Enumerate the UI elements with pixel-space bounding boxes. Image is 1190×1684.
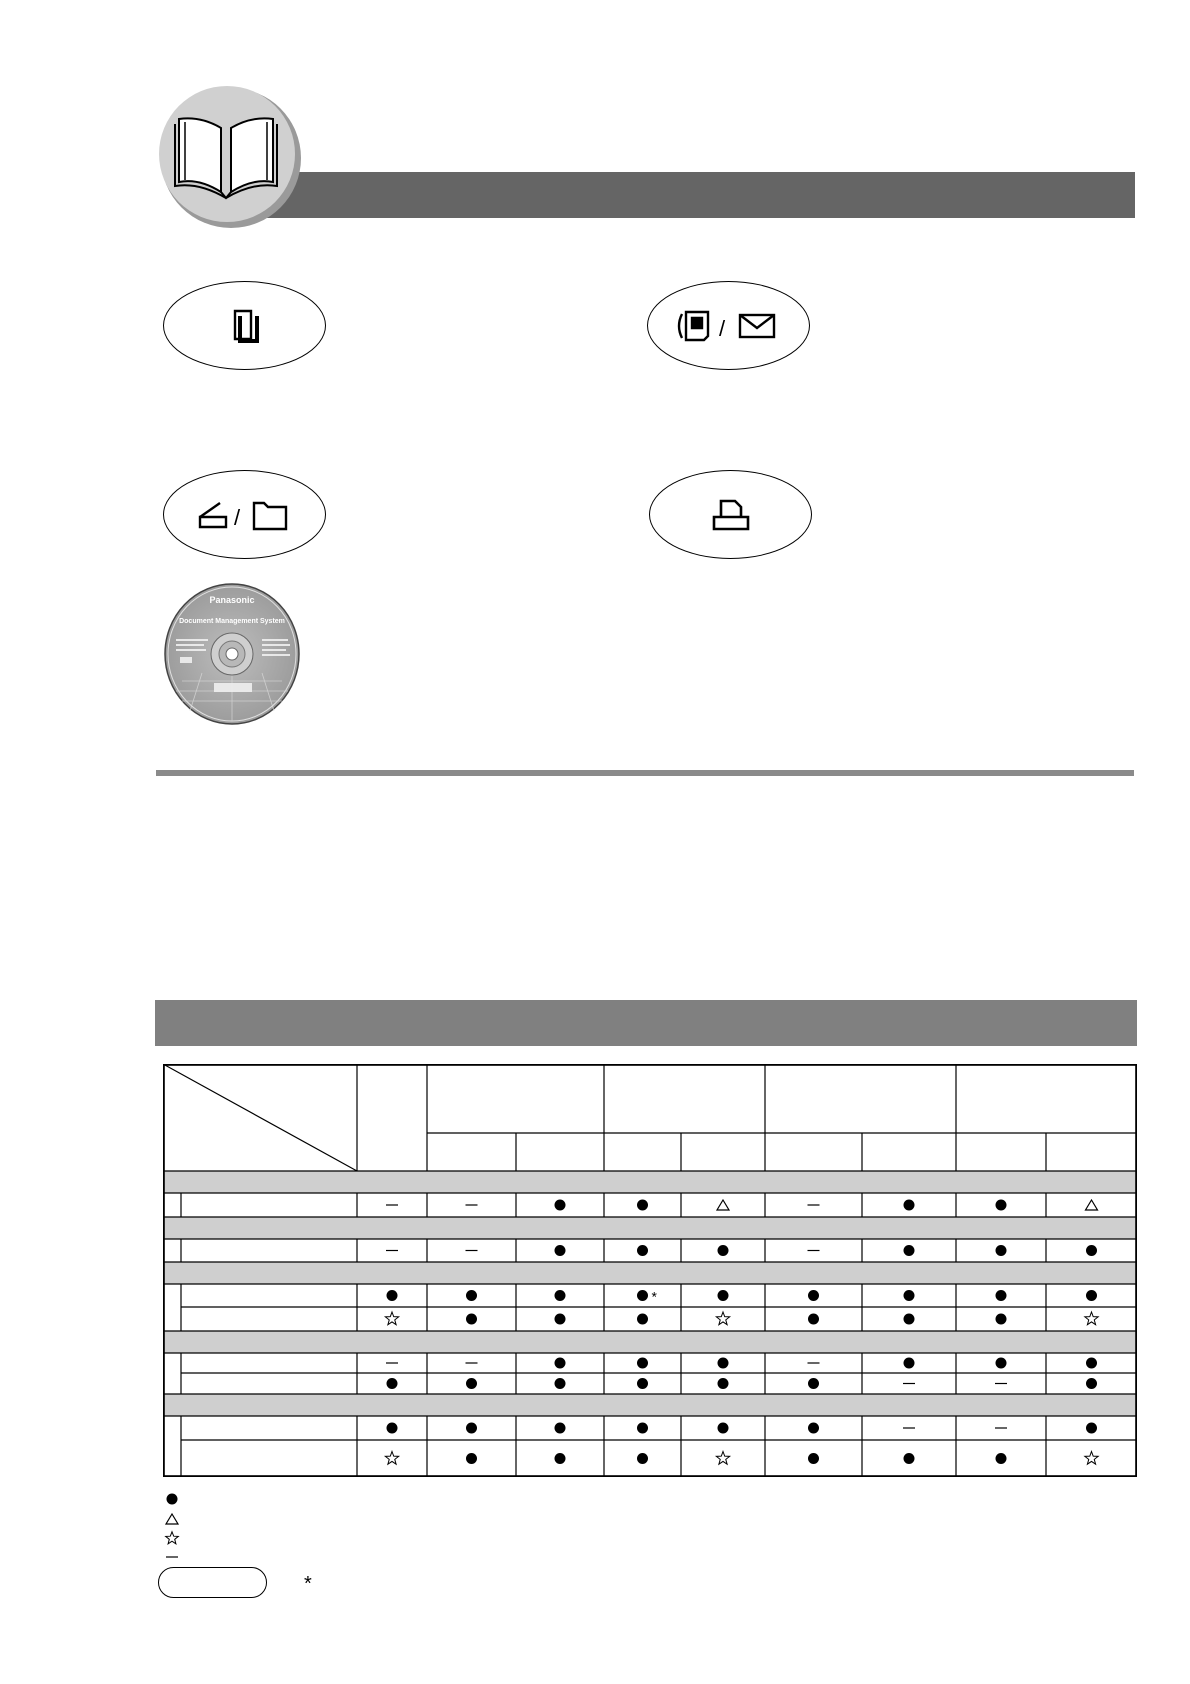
separator-slash: / <box>718 315 725 341</box>
table-cell-symbol <box>637 1423 648 1434</box>
cd-title: Document Management System <box>179 618 285 625</box>
separator-slash: / <box>233 504 240 530</box>
table-cell-symbol <box>1085 1312 1098 1325</box>
table-cell-symbol <box>996 1290 1007 1301</box>
scanner-icon <box>200 503 226 527</box>
table-cell-symbol <box>1085 1452 1098 1465</box>
table-cell-symbol <box>718 1290 729 1301</box>
table-cell-symbol <box>1086 1200 1098 1210</box>
table-cell-symbol <box>637 1314 648 1325</box>
scan-file-icons <box>190 497 300 533</box>
table-cell-symbol <box>904 1245 915 1256</box>
table-cell-symbol <box>555 1378 566 1389</box>
table-cell-symbol <box>996 1358 1007 1369</box>
legend-filled-circle <box>164 1491 180 1507</box>
table-cell-symbol <box>718 1245 729 1256</box>
table-cell-symbol <box>808 1314 819 1325</box>
section-header-bar <box>255 172 1135 218</box>
table-cell-symbol <box>808 1378 819 1389</box>
table-cell-symbol <box>717 1200 729 1210</box>
table-cell-symbol <box>555 1245 566 1256</box>
printer-icon <box>711 497 751 533</box>
table-cell-symbol <box>466 1423 477 1434</box>
table-cell-symbol <box>555 1290 566 1301</box>
book-badge <box>155 82 301 228</box>
table-cell-symbol <box>466 1290 477 1301</box>
fax-email-icons <box>674 308 784 344</box>
table-cell-symbol <box>555 1423 566 1434</box>
table-cell-symbol <box>555 1314 566 1325</box>
table-cell-symbol <box>716 1452 729 1465</box>
table-cell-symbol <box>904 1314 915 1325</box>
legend-star <box>164 1530 180 1546</box>
table-cell-symbol <box>466 1453 477 1464</box>
copy-document-icon <box>231 309 259 343</box>
table-cell-symbol <box>466 1378 477 1389</box>
fax-icon <box>679 312 708 340</box>
table-cell-symbol <box>637 1378 648 1389</box>
table-cell-symbol <box>904 1453 915 1464</box>
table-cell-symbol <box>466 1314 477 1325</box>
table-cell-symbol <box>718 1423 729 1434</box>
table-cell-symbol <box>718 1358 729 1369</box>
group-header-row <box>163 1262 1137 1284</box>
table-cell-symbol <box>637 1245 648 1256</box>
legend-dash <box>164 1549 180 1565</box>
table-cell-symbol <box>808 1453 819 1464</box>
note-asterisk: * <box>304 1573 312 1595</box>
compatibility-section-bar <box>155 1000 1137 1046</box>
folder-icon <box>254 503 286 529</box>
fax-email-feature-oval <box>647 281 810 370</box>
copy-feature-oval <box>163 281 326 370</box>
table-cell-symbol <box>808 1290 819 1301</box>
table-cell-symbol <box>996 1314 1007 1325</box>
table-cell-symbol <box>637 1358 648 1369</box>
table-cell-symbol <box>716 1312 729 1325</box>
section-divider <box>156 770 1134 776</box>
table-cell-symbol <box>1086 1245 1097 1256</box>
group-header-row <box>163 1394 1137 1416</box>
group-header-row <box>163 1331 1137 1353</box>
group-header-row <box>163 1217 1137 1239</box>
table-cell-symbol <box>1086 1378 1097 1389</box>
table-cell-symbol <box>637 1289 658 1305</box>
table-cell-symbol <box>1086 1290 1097 1301</box>
table-cell-symbol <box>555 1200 566 1211</box>
table-cell-symbol <box>387 1378 398 1389</box>
table-cell-symbol <box>996 1245 1007 1256</box>
table-cell-symbol <box>637 1453 648 1464</box>
table-cell-symbol <box>387 1290 398 1301</box>
table-cell-symbol <box>1086 1423 1097 1434</box>
table-cell-symbol <box>555 1358 566 1369</box>
table-cell-symbol <box>718 1378 729 1389</box>
table-cell-symbol <box>808 1423 819 1434</box>
table-cell-symbol <box>1086 1358 1097 1369</box>
table-cell-symbol <box>996 1453 1007 1464</box>
table-cell-symbol <box>637 1200 648 1211</box>
cd-brand: Panasonic <box>209 595 255 605</box>
table-cell-symbol <box>385 1312 398 1325</box>
table-cell-symbol <box>385 1452 398 1465</box>
table-cell-symbol <box>996 1200 1007 1211</box>
asterisk-mark: * <box>651 1288 657 1305</box>
envelope-icon <box>740 315 774 337</box>
software-cd-image <box>162 581 302 727</box>
compatibility-table <box>163 1064 1137 1477</box>
table-cell-symbol <box>904 1290 915 1301</box>
table-cell-symbol <box>555 1453 566 1464</box>
note-badge <box>158 1567 267 1598</box>
table-cell-symbol <box>387 1423 398 1434</box>
table-cell-symbol <box>904 1358 915 1369</box>
table-cell-symbol <box>904 1200 915 1211</box>
legend-triangle <box>164 1511 180 1527</box>
open-book-icon <box>155 82 301 228</box>
print-feature-oval <box>649 470 812 559</box>
scan-file-feature-oval <box>163 470 326 559</box>
group-header-row <box>163 1171 1137 1193</box>
